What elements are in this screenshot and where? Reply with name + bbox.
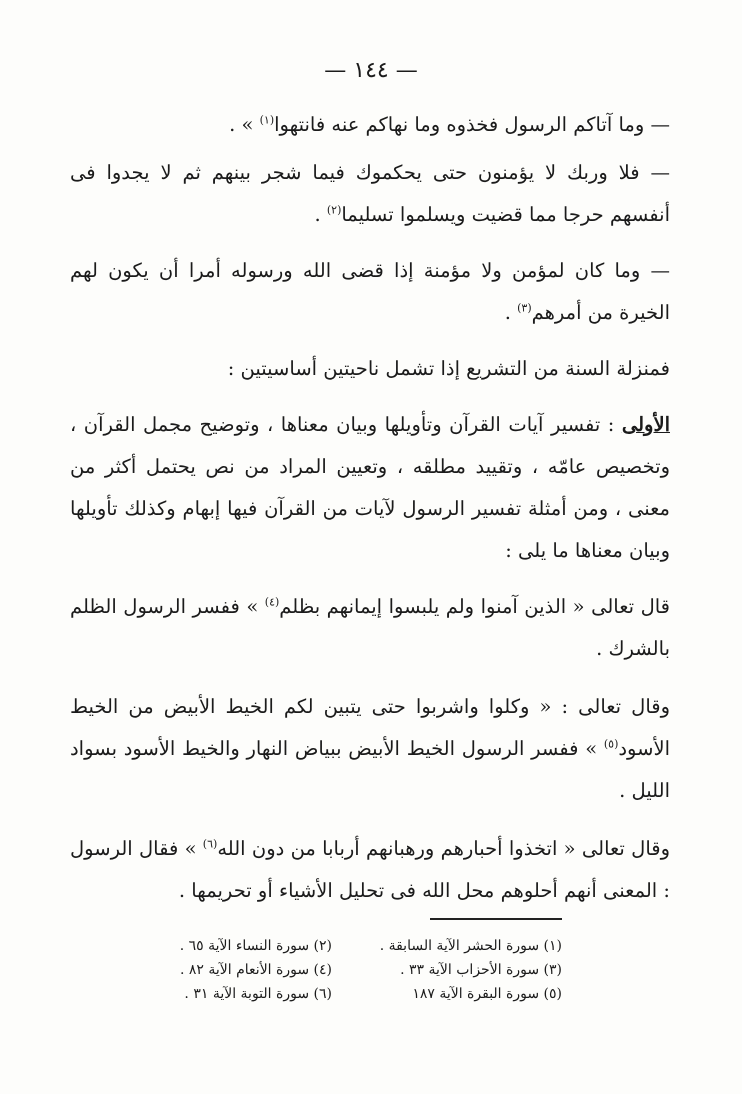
example-paragraph-1 (70, 586, 670, 670)
first-aspect-paragraph (70, 404, 670, 572)
example-paragraph-2 (70, 686, 670, 812)
example-end-1: » ففسر الرسول الظلم بالشرك . (70, 595, 670, 660)
quote-paragraph-1 (70, 104, 670, 146)
footnote-ref-5: (٥) (603, 737, 619, 751)
example-text-1: قال تعالى « الذين آمنوا ولم يلبسوا إيمانهم بظلم (279, 595, 671, 618)
footnote-4: (٤) سورة الأنعام الآية ٨٢ . (179, 962, 332, 978)
footnote-3: (٣) سورة الأحزاب الآية ٣٣ . (400, 962, 562, 978)
footnotes (132, 934, 562, 1006)
footnote-ref-2: (٢) (326, 203, 342, 217)
quote-text-1: وما آتاكم الرسول فخذوه وما نهاكم عنه فانتهوا (274, 113, 645, 136)
quote-paragraph-2 (70, 152, 670, 236)
footnote-ref-1: (١) (259, 113, 275, 127)
footnote-ref-4: (٤) (264, 595, 280, 609)
page-number: — ١٤٤ — (324, 58, 418, 83)
footnote-ref-3: (٣) (517, 301, 532, 315)
first-aspect-text: : تفسير آيات القرآن وتأويلها وبيان معناها ، وتوضيح مجمل القرآن ، وتخصيص عامّه ، وتقييد مطلقه ، وتعيين المراد من نص يحتمل أكثر من معنى ، ومن أمثلة تفسير الرسول لآيات من القرآن فيها إبهام وكذلك تأويلها وبيان معناها ما يلى : (70, 413, 670, 562)
example-text-3: وقال تعالى « اتخذوا أحبارهم ورهبانهم أربابا من دون الله (217, 837, 670, 860)
example-end-3: » فقال الرسول : المعنى أنهم أحلوهم محل الله فى تحليل الأشياء أو تحريمها . (70, 837, 670, 902)
intro-paragraph: فمنزلة السنة من التشريع إذا تشمل ناحيتين أساسيتين : (227, 357, 670, 380)
quote-end-2: . (314, 203, 327, 226)
quote-text-2: فلا وربك لا يؤمنون حتى يحكموك فيما شجر بينهم ثم لا يجدوا فى أنفسهم حرجا مما قضيت ويسلموا تسليما (70, 161, 670, 226)
example-text-2: وقال تعالى : « وكلوا واشربوا حتى يتبين لكم الخيط الأبيض من الخيط الأسود (70, 695, 670, 760)
footnote-6: (٦) سورة التوبة الآية ٣١ . (184, 986, 332, 1002)
footnote-divider (430, 918, 562, 920)
footnote-1: (١) سورة الحشر الآية السابقة . (379, 938, 562, 954)
footnote-5: (٥) سورة البقرة الآية ١٨٧ (412, 986, 562, 1002)
quote-paragraph-3 (70, 250, 670, 334)
quote-text-3: وما كان لمؤمن ولا مؤمنة إذا قضى الله ورسوله أمرا أن يكون لهم الخيرة من أمرهم (70, 259, 670, 324)
quote-end-1: » . (229, 113, 260, 136)
footnote-2: (٢) سورة النساء الآية ٦٥ . (179, 938, 332, 954)
first-aspect-heading: الأولى (621, 413, 670, 436)
footnote-ref-6: (٦) (202, 837, 218, 851)
quote-end-3: . (504, 301, 518, 324)
example-paragraph-3 (70, 828, 670, 912)
body-text (70, 104, 670, 926)
example-end-2: » ففسر الرسول الخيط الأبيض ببياض النهار والخيط الأسود بسواد الليل . (70, 737, 670, 802)
